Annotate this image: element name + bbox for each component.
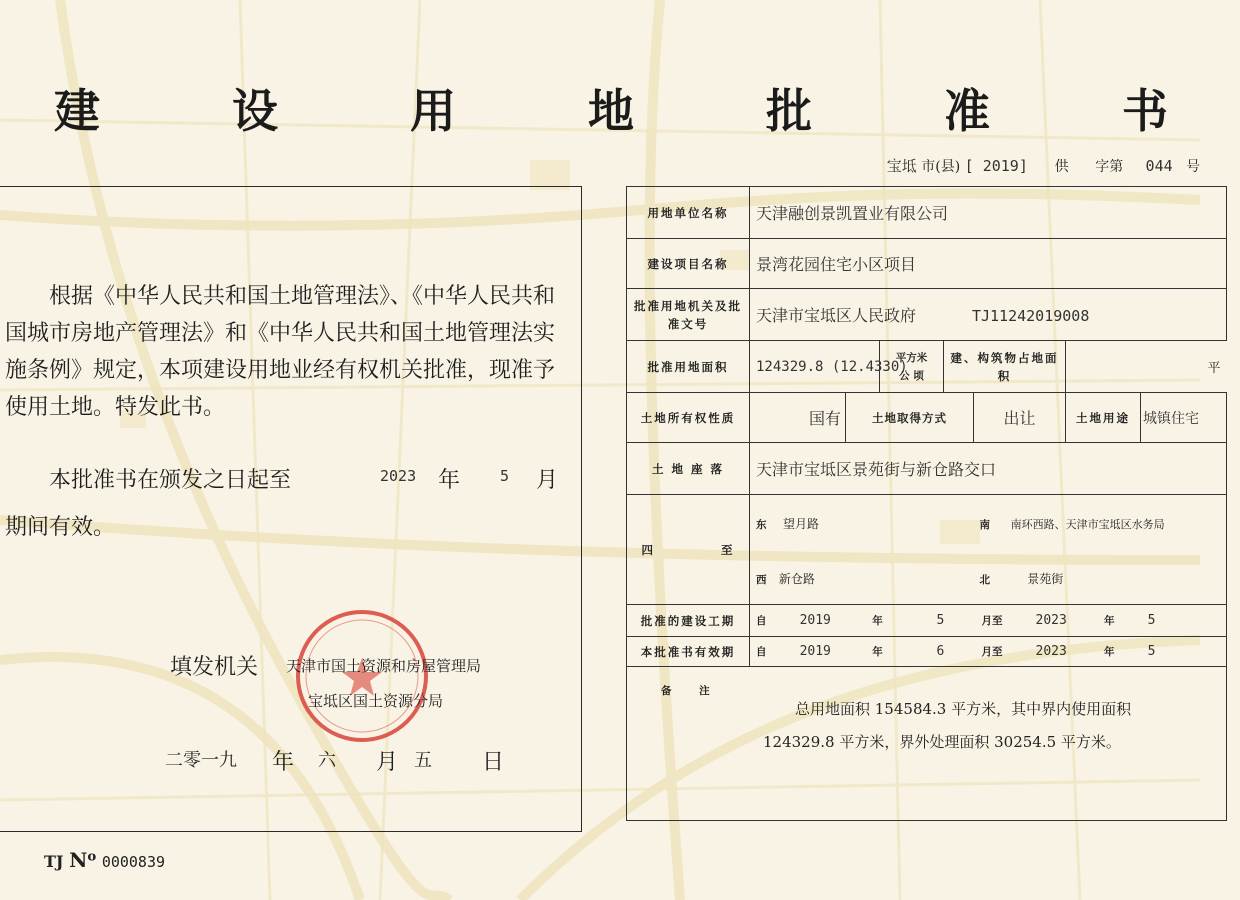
doc-char: 字第	[1095, 159, 1124, 175]
land-user-label: 用地单位名称	[627, 187, 750, 239]
construction-period-value	[750, 605, 1227, 637]
period-year-start: 2019	[799, 613, 831, 628]
approval-details-table	[626, 186, 1227, 821]
east-boundary	[750, 495, 974, 553]
validity-period-value	[750, 637, 1227, 667]
row-project	[627, 239, 1227, 289]
remarks-cell	[627, 667, 1227, 821]
area-value: 124329.8 (12.4330)	[750, 341, 880, 393]
valid-month-start: 6	[936, 644, 945, 659]
period-year-char-start: 年	[872, 615, 883, 627]
legal-paragraph: 根据《中华人民共和国土地管理法》、《中华人民共和国城市房地产管理法》和《中华人民共和国土地管理法实施条例》规定，本项建设用地业经有权机关批准，现准予使用土地。特发此书。	[5, 284, 556, 420]
doc-city: 宝坻	[886, 157, 917, 175]
location-label: 土 地 座 落	[627, 443, 750, 495]
doc-unit: 市(县)	[921, 159, 961, 175]
serial-no-superscript: o	[87, 848, 97, 865]
land-use-label: 土地用途	[1066, 393, 1141, 443]
bounds-label-to: 至	[721, 542, 735, 557]
project-value: 景湾花园住宅小区项目	[750, 239, 1227, 289]
ownership-value: 国有	[750, 393, 846, 443]
south-boundary	[974, 495, 1227, 553]
row-validity-period	[627, 637, 1227, 667]
valid-year-start: 2019	[799, 644, 831, 659]
validity-month-char: 月	[536, 468, 559, 493]
valid-month-end: 5	[1147, 644, 1156, 659]
validity-suffix: 期间有效。	[5, 515, 116, 540]
area-unit-hectare: 公 顷	[899, 369, 924, 382]
bounds-label-cell	[627, 495, 750, 605]
row-construction-period	[627, 605, 1227, 637]
validity-prefix: 本批准书在颁发之日起至	[49, 468, 292, 493]
land-use-value: 城镇住宅	[1141, 393, 1227, 443]
area-unit-sqm: 平方米	[895, 351, 928, 364]
remarks-line-1: 总用地面积 154584.3 平方米，其中界内使用面积	[795, 700, 1132, 718]
period-year-end: 2023	[1035, 613, 1067, 628]
south-value: 南环西路、天津市宝坻区水务局	[1010, 517, 1165, 531]
validity-year: 2023	[380, 467, 417, 485]
serial-prefix: TJ	[44, 852, 64, 871]
issue-date-day-char: 日	[482, 750, 505, 775]
west-value: 新仓路	[778, 571, 815, 586]
remarks-label: 备 注	[661, 685, 722, 697]
bounds-label-four: 四	[641, 542, 655, 557]
valid-to: 月至	[981, 646, 1003, 658]
north-boundary	[974, 553, 1227, 605]
project-label: 建设项目名称	[627, 239, 750, 289]
legal-basis-text	[5, 278, 565, 426]
ownership-label: 土地所有权性质	[627, 393, 750, 443]
location-value: 天津市宝坻区景苑街与新仓路交口	[750, 443, 1227, 495]
validity-month: 5	[500, 467, 510, 485]
doc-number-value: 044	[1145, 157, 1173, 175]
issue-date-year-char: 年	[272, 750, 295, 775]
issuer-org-secondary: 宝坻区国土资源分局	[308, 692, 444, 710]
acquire-value: 出让	[974, 393, 1066, 443]
row-bounds-east-south	[627, 495, 1227, 553]
row-land-user	[627, 187, 1227, 239]
approval-number: TJ11242019008	[971, 307, 1090, 325]
doc-year: [ 2019]	[964, 157, 1028, 175]
valid-year-char-end: 年	[1104, 646, 1115, 658]
valid-from: 自	[756, 646, 767, 658]
area-label: 批准用地面积	[627, 341, 750, 393]
doc-supply: 供	[1054, 159, 1069, 175]
building-area-unit: 平	[1066, 341, 1227, 393]
acquire-label: 土地取得方式	[846, 393, 974, 443]
row-remarks	[627, 667, 1227, 821]
validity-year-char: 年	[438, 468, 461, 493]
period-month-start: 5	[936, 613, 945, 628]
period-year-char-end: 年	[1104, 615, 1115, 627]
remarks-line-2: 124329.8 平方米，界外处理面积 30254.5 平方米。	[763, 733, 1121, 751]
row-ownership	[627, 393, 1227, 443]
doc-suffix: 号	[1186, 159, 1200, 175]
period-to: 月至	[981, 615, 1003, 627]
validity-period-label: 本批准书有效期	[627, 637, 750, 667]
valid-year-end: 2023	[1035, 644, 1067, 659]
west-boundary	[750, 553, 974, 605]
land-user-value: 天津融创景凯置业有限公司	[750, 187, 1227, 239]
building-area-label: 建、构筑物占地面积	[944, 341, 1066, 393]
east-label: 东	[756, 519, 767, 532]
issue-date-month-char: 月	[376, 750, 399, 775]
row-location	[627, 443, 1227, 495]
issue-date-month: 六	[318, 750, 336, 771]
valid-year-char-start: 年	[872, 646, 883, 658]
issuer-label: 填发机关	[170, 655, 259, 680]
west-label: 西	[756, 573, 767, 586]
period-from: 自	[756, 615, 767, 627]
construction-period-label: 批准的建设工期	[627, 605, 750, 637]
document-number	[887, 155, 1200, 176]
east-value: 望月路	[783, 517, 820, 532]
south-label: 南	[979, 518, 990, 531]
serial-no-mark: N	[69, 848, 88, 872]
period-month-end: 5	[1147, 613, 1156, 628]
row-authority	[627, 289, 1227, 341]
certificate-title: 建 设 用 地 批 准 书	[53, 84, 1227, 138]
row-area	[627, 341, 1227, 393]
authority-label: 批准用地机关及批准文号	[627, 289, 750, 341]
serial-number	[44, 848, 165, 872]
north-label: 北	[979, 573, 990, 586]
authority-value: 天津市宝坻区人民政府	[756, 306, 917, 325]
issuer-org-primary: 天津市国土资源和房屋管理局	[286, 657, 482, 675]
issue-date-year: 二零一九	[165, 750, 237, 771]
authority-cell	[750, 289, 1227, 341]
serial-number-value: 0000839	[101, 853, 166, 871]
issue-date-day: 五	[414, 750, 432, 771]
north-value: 景苑街	[1027, 571, 1064, 586]
